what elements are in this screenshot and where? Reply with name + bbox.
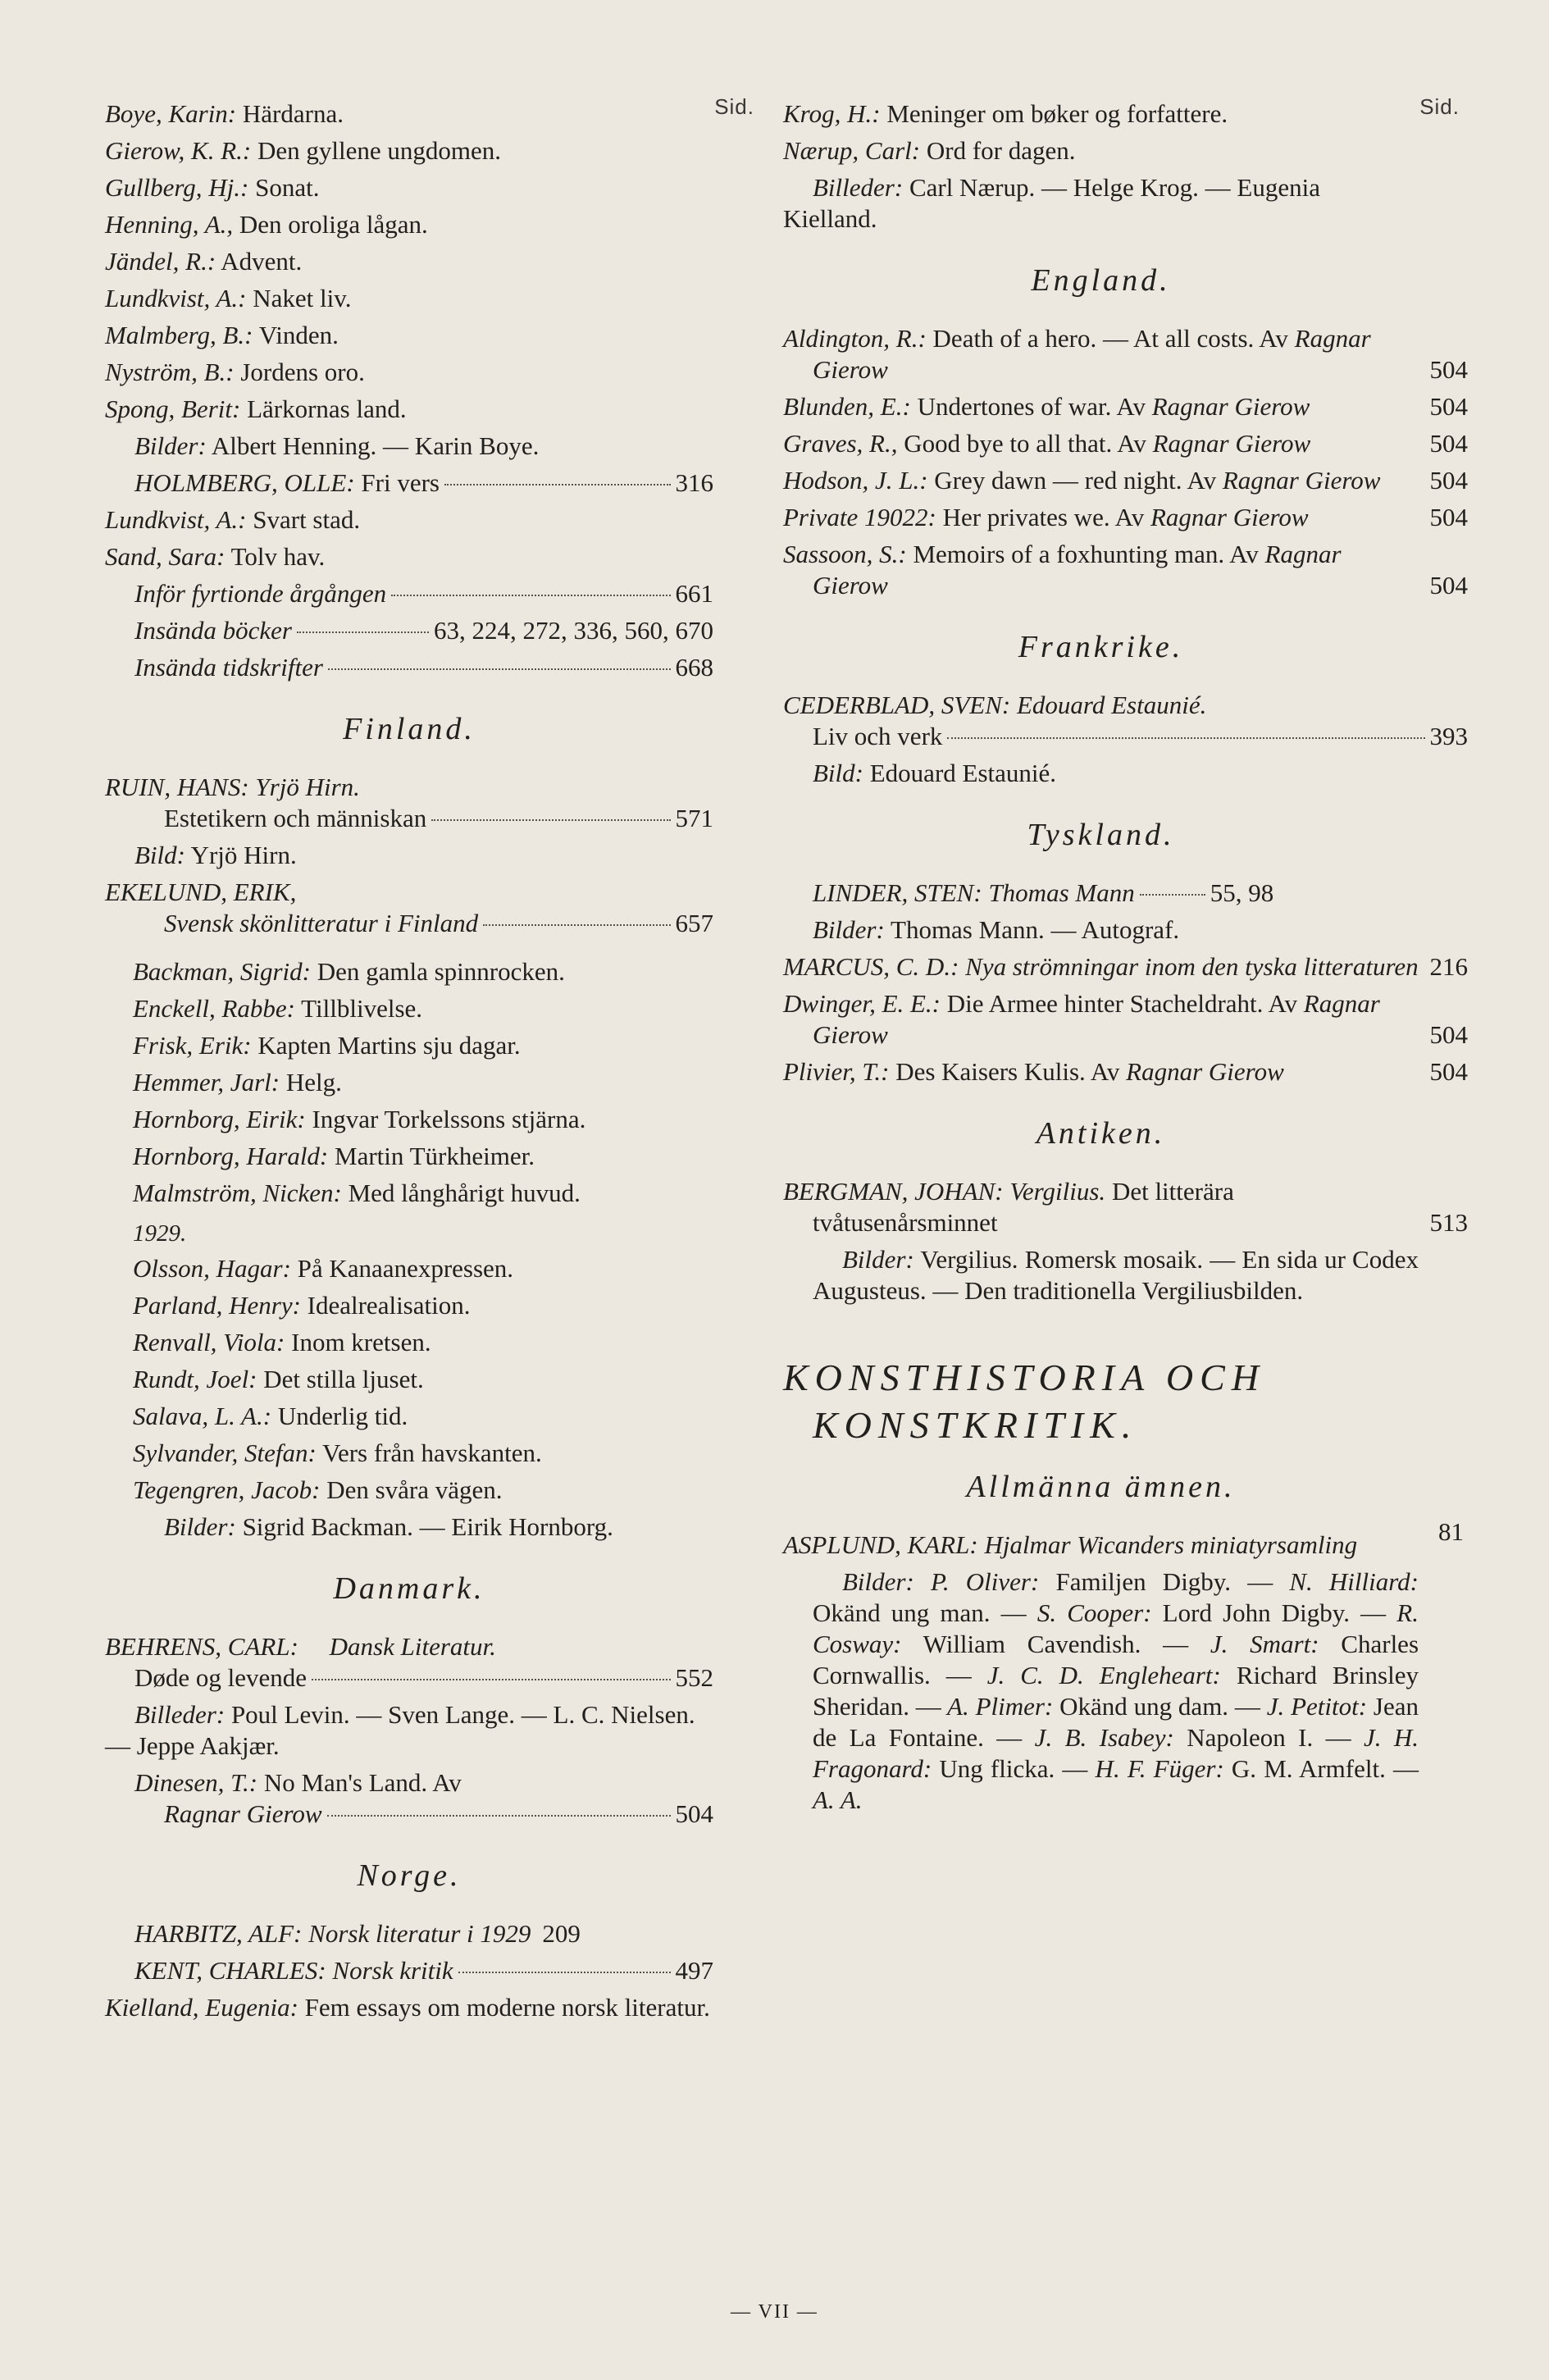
page-number: 55, 98 bbox=[1210, 878, 1274, 907]
dot-leader bbox=[312, 1679, 670, 1680]
page-number: 216 bbox=[1429, 952, 1468, 981]
index-entry: RUIN, HANS: Yrjö Hirn. Estetikern och människan 571 bbox=[105, 773, 713, 832]
illustrations-entry: Bilder: Vergilius. Romersk mosaik. — En sida ur Codex Augusteus. — Den traditionella Vergiliusbilden. bbox=[813, 1245, 1419, 1305]
illustrations-entry: Bilder: Thomas Mann. — Autograf. bbox=[813, 915, 1180, 944]
index-entry: Enckell, Rabbe: Tillblivelse. bbox=[133, 994, 423, 1023]
index-entry: Nyström, B.: Jordens oro. bbox=[105, 358, 365, 386]
section-heading-konsthistoria: KONSTHISTORIA OCH KONSTKRITIK. bbox=[783, 1356, 1265, 1446]
page-number: 393 bbox=[1429, 722, 1468, 750]
index-entry: Sand, Sara: Tolv hav. bbox=[105, 542, 326, 571]
dot-leader bbox=[297, 631, 429, 633]
index-entry: HOLMBERG, OLLE: Fri vers 316 bbox=[134, 468, 713, 497]
illustrations-entry: Bild: Yrjö Hirn. bbox=[134, 841, 297, 869]
index-entry: Parland, Henry: Idealrealisation. bbox=[133, 1291, 471, 1320]
section-heading-allmanna: Allmänna ämnen. bbox=[966, 1470, 1236, 1504]
page-number: 552 bbox=[675, 1663, 713, 1692]
dot-leader bbox=[947, 737, 1424, 739]
index-entry: EKELUND, ERIK, Svensk skönlitteratur i Finland 657 bbox=[105, 878, 713, 937]
page-number: 63, 224, 272, 336, 560, 670 bbox=[434, 616, 713, 645]
index-entry: Blunden, E.: Undertones of war. Av Ragnar Gierow 504 bbox=[783, 392, 1468, 421]
page-number: 316 bbox=[675, 468, 713, 497]
page-number: 504 bbox=[675, 1799, 713, 1828]
left-column bbox=[105, 94, 754, 2029]
page-number: 661 bbox=[675, 579, 713, 608]
dot-leader bbox=[431, 819, 670, 821]
index-entry: Boye, Karin: Härdarna. bbox=[105, 99, 344, 128]
index-entry: Sylvander, Stefan: Vers från havskanten. bbox=[133, 1438, 542, 1467]
index-entry: Krog, H.: Meninger om bøker og forfattere. bbox=[783, 99, 1228, 128]
dot-leader bbox=[1140, 894, 1205, 896]
page-number: 504 bbox=[1429, 503, 1468, 531]
year-label: 1929. bbox=[133, 1220, 187, 1247]
index-entry: BERGMAN, JOHAN: Vergilius. Det litterära tvåtusenårsminnet 513 bbox=[783, 1177, 1468, 1237]
index-entry: Hemmer, Jarl: Helg. bbox=[133, 1068, 342, 1097]
page-number: 513 bbox=[1429, 1208, 1468, 1237]
index-entry: Dinesen, T.: No Man's Land. Av Ragnar Gierow 504 bbox=[134, 1768, 713, 1828]
page-number: 209 bbox=[542, 1919, 581, 1948]
page-number: 571 bbox=[675, 804, 713, 832]
index-entry: Hornborg, Eirik: Ingvar Torkelssons stjärna. bbox=[133, 1105, 586, 1133]
sid-label-left: Sid. bbox=[714, 94, 754, 119]
index-entry: MARCUS, C. D.: Nya strömningar inom den tyska litteraturen 216 bbox=[783, 952, 1468, 981]
index-entry: Backman, Sigrid: Den gamla spinnrocken. bbox=[133, 957, 565, 986]
dot-leader bbox=[458, 1972, 671, 1973]
page-footer: — VII — bbox=[731, 2301, 818, 2323]
index-entry: Jändel, R.: Advent. bbox=[105, 247, 303, 276]
index-entry: Spong, Berit: Lärkornas land. bbox=[105, 394, 407, 423]
right-column bbox=[783, 94, 1468, 1821]
section-heading-finland: Finland. bbox=[343, 712, 476, 746]
page-number: 504 bbox=[1429, 1020, 1468, 1049]
index-entry: Renvall, Viola: Inom kretsen. bbox=[133, 1328, 431, 1356]
index-entry: Hornborg, Harald: Martin Türkheimer. bbox=[133, 1142, 535, 1170]
index-entry: Dwinger, E. E.: Die Armee hinter Stacheldraht. Av Ragnar Gierow 504 bbox=[783, 989, 1468, 1049]
index-entry: Aldington, R.: Death of a hero. — At all costs. Av Ragnar Gierow 504 bbox=[783, 324, 1468, 384]
index-entry: Gierow, K. R.: Den gyllene ungdomen. bbox=[105, 136, 502, 165]
sid-label-right: Sid. bbox=[1419, 94, 1460, 119]
index-entry: Hodson, J. L.: Grey dawn — red night. Av Ragnar Gierow 504 bbox=[783, 466, 1468, 495]
index-entry: Private 19022: Her privates we. Av Ragnar Gierow 504 bbox=[783, 503, 1468, 531]
index-entry: ASPLUND, KARL: Hjalmar Wicanders miniatyrsamling 81 bbox=[783, 1517, 1464, 1559]
index-entry: Lundkvist, A.: Naket liv. bbox=[105, 284, 352, 312]
page-number: 504 bbox=[1429, 571, 1468, 600]
section-heading-england: England. bbox=[1031, 263, 1171, 298]
illustrations-entry: Bilder: P. Oliver: Familjen Digby. — N. Hilliard: Okänd ung man. — S. Cooper: Lord John Digby. — R. Cosway: William Cavendish. — J. Smart: Charles Cornwallis. — J. C. D. Engleheart: Richard Brinsley Sheridan. — A. Plimer: Okänd ung dam. — J. Petitot: Jean de La Fontaine. — J. B. Isabey: Napoleon I. — J. H. Fragonard: Ung flicka. — H. F. Füger: G. M. Armfelt. — A. A. bbox=[813, 1567, 1419, 1814]
index-entry: Frisk, Erik: Kapten Martins sju dagar. bbox=[133, 1031, 521, 1060]
index-entry: HARBITZ, ALF: Norsk literatur i 1929 209 bbox=[134, 1919, 581, 1948]
index-entry: Plivier, T.: Des Kaisers Kulis. Av Ragnar Gierow 504 bbox=[783, 1057, 1468, 1086]
index-entry: CEDERBLAD, SVEN: Edouard Estaunié. Liv och verk 393 bbox=[783, 691, 1468, 750]
index-entry: Lundkvist, A.: Svart stad. bbox=[105, 505, 361, 534]
index-entry: Graves, R., Good bye to all that. Av Ragnar Gierow 504 bbox=[783, 429, 1468, 458]
index-entry: Gullberg, Hj.: Sonat. bbox=[105, 173, 320, 202]
page-number: 504 bbox=[1429, 1057, 1468, 1086]
illustrations-entry: Billeder: Poul Levin. — Sven Lange. — L. C. Nielsen. — Jeppe Aakjær. bbox=[105, 1700, 695, 1760]
index-entry: Henning, A., Den oroliga lågan. bbox=[105, 210, 428, 239]
page-number: 504 bbox=[1429, 429, 1468, 458]
page-number: 504 bbox=[1429, 355, 1468, 384]
index-entry: LINDER, STEN: Thomas Mann 55, 98 bbox=[813, 878, 1274, 907]
section-heading-frankrike: Frankrike. bbox=[1018, 630, 1184, 664]
dot-leader bbox=[391, 595, 670, 596]
dot-leader bbox=[327, 1815, 671, 1817]
index-entry: Nærup, Carl: Ord for dagen. bbox=[783, 136, 1076, 165]
index-entry: Insända tidskrifter 668 bbox=[134, 653, 713, 682]
dot-leader bbox=[444, 484, 671, 486]
illustrations-entry: Billeder: Carl Nærup. — Helge Krog. — Eugenia Kielland. bbox=[783, 173, 1320, 233]
page-number: 657 bbox=[675, 909, 713, 937]
index-entry: Sassoon, S.: Memoirs of a foxhunting man. Av Ragnar Gierow 504 bbox=[783, 540, 1468, 600]
index-entry: Insända böcker 63, 224, 272, 336, 560, 670 bbox=[134, 616, 713, 645]
index-entry: BEHRENS, CARL: Dansk Literatur. Døde og levende 552 bbox=[105, 1632, 713, 1692]
index-entry: Olsson, Hagar: På Kanaanexpressen. bbox=[133, 1254, 514, 1283]
index-entry: Salava, L. A.: Underlig tid. bbox=[133, 1402, 408, 1430]
index-entry: Malmström, Nicken: Med långhårigt huvud. bbox=[133, 1179, 581, 1207]
index-entry: Inför fyrtionde årgången 661 bbox=[134, 579, 713, 608]
index-entry: Tegengren, Jacob: Den svåra vägen. bbox=[133, 1475, 503, 1504]
page-number: 668 bbox=[675, 653, 713, 682]
page-number: 504 bbox=[1429, 392, 1468, 421]
index-entry: KENT, CHARLES: Norsk kritik 497 bbox=[134, 1956, 713, 1985]
section-heading-tyskland: Tyskland. bbox=[1027, 818, 1175, 852]
dot-leader bbox=[328, 668, 671, 670]
page-number: 504 bbox=[1429, 466, 1468, 495]
dot-leader bbox=[483, 924, 670, 926]
page-number: 497 bbox=[675, 1956, 713, 1985]
illustrations-entry: Bilder: Albert Henning. — Karin Boye. bbox=[134, 431, 540, 460]
index-entry: Rundt, Joel: Det stilla ljuset. bbox=[133, 1365, 424, 1393]
section-heading-antiken: Antiken. bbox=[1036, 1116, 1166, 1151]
section-heading-norge: Norge. bbox=[357, 1858, 462, 1893]
illustrations-entry: Bilder: Sigrid Backman. — Eirik Hornborg. bbox=[164, 1512, 613, 1541]
section-heading-danmark: Danmark. bbox=[333, 1571, 485, 1606]
illustrations-entry: Bild: Edouard Estaunié. bbox=[813, 759, 1057, 787]
index-entry: Kielland, Eugenia: Fem essays om moderne norsk literatur. bbox=[105, 1993, 710, 2022]
index-entry: Malmberg, B.: Vinden. bbox=[105, 321, 339, 349]
